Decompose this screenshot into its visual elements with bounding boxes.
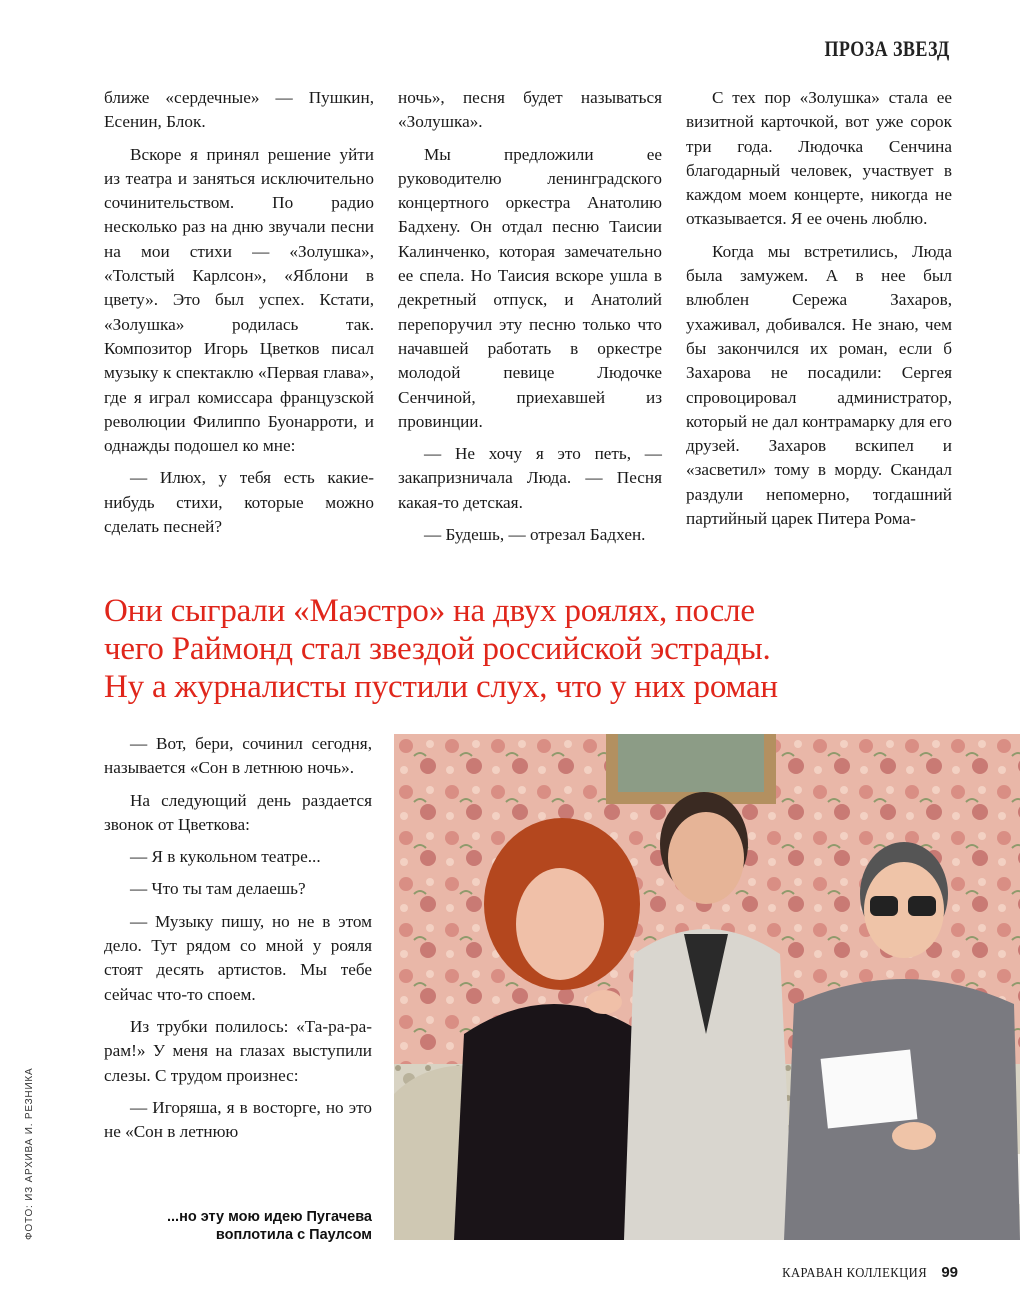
- article-photo: [394, 734, 1020, 1240]
- paragraph: — Илюх, у тебя есть какие-нибудь стихи, которые можно сделать песней?: [104, 468, 374, 537]
- paragraph: — Игоряша, я в восторге, но это не «Сон в летнюю: [104, 1097, 372, 1142]
- pull-quote-line: Они сыграли «Маэстро» на двух роялях, после: [104, 593, 755, 629]
- page-footer: [766, 1264, 958, 1282]
- article-column-2: [398, 86, 662, 555]
- page-number: 99: [941, 1264, 958, 1281]
- paragraph: Мы предложили ее руководителю ленинградского концертного оркестра Анатолию Бадхену. Он отдал песню Таисии Калинченко, которая замечательно ее спела. Но Таисия вскоре ушла в декретный отпуск, и Анатолий перепоручил эту песню только что начавшей работать в оркестре молодой певице Людочке Сенчиной, приехавшей из провинции.: [398, 144, 662, 431]
- pull-quote: [104, 592, 984, 706]
- paragraph: Когда мы встретились, Люда была замужем. А в нее был влюблен Сережа Захаров, ухаживал, добивался. Не знаю, чем бы закончился их роман, если б Захарова не посадили: Сергея спровоцировал администратор, который не дал контрамарку для его друзей. Захаров вскипел и «засветил» тому в морду. Скандал раздули непомерно, тогдашний партийный царек Питера Рома-: [686, 241, 952, 529]
- section-title: ПРОЗА ЗВЕЗД: [824, 36, 950, 61]
- paragraph: — Я в кукольном театре...: [130, 847, 321, 867]
- paragraph: ближе «сердечные» — Пушкин, Есенин, Блок.: [104, 88, 374, 132]
- article-column-3: [686, 86, 952, 539]
- pull-quote-line: чего Раймонд стал звездой российской эстрады.: [104, 631, 771, 667]
- magazine-name: КАРАВАН КОЛЛЕКЦИЯ: [782, 1266, 928, 1281]
- paragraph: Из трубки полилось: «Та-ра-ра-рам!» У меня на глазах выступили слезы. С трудом произнес:: [104, 1016, 372, 1085]
- caption-line: воплотила с Паулсом: [215, 1227, 372, 1243]
- photo-credit: ФОТО: ИЗ АРХИВА И. РЕЗНИКА: [24, 1067, 35, 1240]
- paragraph: — Музыку пишу, но не в этом дело. Тут рядом со мной у рояля стоят десять артистов. Мы тебе сейчас что-то споем.: [104, 911, 372, 1004]
- paragraph: ночь», песня будет называться «Золушка».: [398, 88, 662, 132]
- paragraph: — Не хочу я это петь, — закапризничала Люда. — Песня какая-то детская.: [398, 444, 662, 512]
- paragraph: — Что ты там делаешь?: [130, 879, 306, 899]
- article-column-4: [104, 732, 372, 1152]
- pull-quote-line: Ну а журналисты пустили слух, что у них роман: [104, 669, 778, 705]
- caption-line: ...но эту мою идею Пугачева: [167, 1209, 372, 1225]
- photo-caption: [104, 1208, 372, 1244]
- paragraph: — Вот, бери, сочинил сегодня, называется «Сон в летнюю ночь».: [104, 734, 372, 778]
- paragraph: Вскоре я принял решение уйти из театра и заняться исключительно сочинительством. По радио несколько раз на дню звучали песни на мои стихи — «Золушка», «Толстый Карлсон», «Яблони в цвету». Это был успех. Кстати, «Золушка» родилась так. Композитор Игорь Цветков писал музыку к спектаклю «Первая глава», где я играл комиссара французской революции Филиппо Буонарроти, и однажды подошел ко мне:: [104, 144, 374, 456]
- article-column-1: [104, 86, 374, 547]
- paragraph: С тех пор «Золушка» стала ее визитной карточкой, вот уже сорок три года. Людочка Сенчина благодарный человек, участвует в каждом моем концерте, никогда не отказывается. Я ее очень люблю.: [686, 88, 952, 229]
- paragraph: — Будешь, — отрезал Бадхен.: [424, 525, 646, 545]
- paragraph: На следующий день раздается звонок от Цветкова:: [104, 790, 372, 834]
- photo-illustration: [394, 734, 1020, 1240]
